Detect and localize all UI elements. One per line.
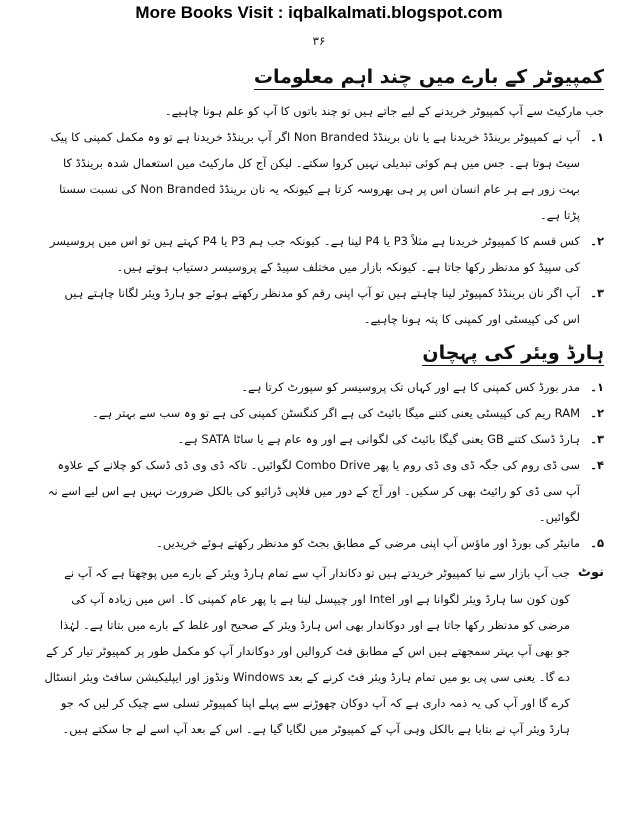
item-text: RAM ریم کی کپیسٹی یعنی کتنے میگا بائیٹ کی ہے اگر کنگسٹن کمپنی کی ہے تو وہ سب سے بہتر ہے۔ bbox=[92, 406, 580, 420]
item-number: ۴۔ bbox=[590, 458, 604, 472]
list-item bbox=[44, 452, 604, 530]
item-text: آپ اگر نان برینڈڈ کمپیوٹر لینا چاہتے ہیں تو آپ اپنی رقم کو مدنظر رکھتے ہوئے جو ہارڈ ویئر لگانا چاہتے ہیں اس کی کپیسٹی اور کمپنی کا پتہ ہونا چاہیے۔ bbox=[64, 286, 580, 326]
item-number: ۵۔ bbox=[590, 536, 604, 550]
note-label: نوٹ bbox=[577, 565, 604, 580]
item-number: ۲۔ bbox=[590, 406, 604, 420]
item-number: ۳۔ bbox=[590, 286, 604, 300]
page-content bbox=[44, 66, 604, 742]
list-item bbox=[44, 280, 604, 332]
item-text: ہارڈ ڈسک کتنے GB یعنی گیگا بائیٹ کی لگوانی ہے اور وہ عام ہے یا ساٹا SATA ہے۔ bbox=[177, 432, 580, 446]
item-text: کس قسم کا کمپیوٹر خریدنا ہے مثلاً P3 یا P4 لینا ہے۔ کیونکہ جب ہم P3 یا P4 کہتے ہیں تو اس میں پروسیسر کی سپیڈ کو مدنظر رکھا جاتا ہے۔ کیونکہ بازار میں مختلف سپیڈ کے پروسیسر دستیاب ہوتے ہیں۔ bbox=[49, 234, 580, 274]
list-item bbox=[44, 374, 604, 400]
list-item bbox=[44, 400, 604, 426]
intro-paragraph: جب مارکیٹ سے آپ کمپیوٹر خریدنے کے لیے جاتے ہیں تو چند باتوں کا آپ کو علم ہونا چاہیے۔ bbox=[164, 104, 604, 118]
item-number: ۱۔ bbox=[590, 130, 604, 144]
page-number: ۳۶ bbox=[312, 34, 326, 48]
item-text: مانیٹر کی بورڈ اور ماؤس آپ اپنی مرضی کے مطابق بجٹ کو مدنظر رکھتے ہوئے خریدیں۔ bbox=[156, 536, 580, 550]
item-number: ۳۔ bbox=[590, 432, 604, 446]
item-number: ۱۔ bbox=[590, 380, 604, 394]
list-item bbox=[44, 228, 604, 280]
item-text: سی ڈی روم کی جگہ ڈی وی ڈی روم یا پھر Combo Drive لگوائیں۔ تاکہ ڈی وی ڈی ڈسک کو چلانے کے علاوہ آپ سی ڈی کو رائیٹ بھی کر سکیں۔ اور آج کے دور میں فلاپی ڈرائیو کی بالکل ضرورت نہیں ہے اس لیے اسے نہ لگوائیں۔ bbox=[47, 458, 580, 524]
note-block bbox=[44, 560, 604, 742]
note-text: جب آپ بازار سے نیا کمپیوٹر خریدتے ہیں تو دکاندار آپ سے تمام ہارڈ ویئر کے بارے میں پوچھتا ہے کہ آپ نے کون کون سا ہارڈ ویئر لگوانا ہے اور Intel اور چیپسل لینا ہے یا پھر عام کمپنی کا۔ اس میں زیادہ آپ کی مرضی کو مدنظر رکھا جاتا ہے اور دوکاندار بھی اس ہارڈ ویئر کے صحیح اور غلط کے بارے میں بتاتا ہے۔ لہٰذا جو بھی آپ بہتر سمجھتے ہیں اس کے مطابق فٹ کروالیں اور دوکاندار آپ کو مکمل طور پر کمپیوٹر تیار کر کے دے گا۔ یعنی سی پی یو میں تمام ہارڈ ویئر فٹ کرنے کے بعد Windows ونڈوز اور ایپلیکیشن سافٹ ویئر انسٹال کرے گا اور آپ کی یہ ذمہ داری ہے کہ آپ دوکان چھوڑنے سے پہلے اپنا کمپیوٹر تسلی سے چیک کر لیں کہ جو ہارڈ ویئر آپ نے بتایا ہے بالکل وہی آپ کے کمپیوٹر میں لگایا گیا ہے۔ اس کے بعد آپ اسے لے جا سکتے ہیں۔ bbox=[44, 566, 570, 736]
item-number: ۲۔ bbox=[590, 234, 604, 248]
list-item bbox=[44, 530, 604, 556]
section-title-hardware: ہارڈ ویئر کی پہچان bbox=[422, 342, 604, 364]
list-item bbox=[44, 426, 604, 452]
site-banner: More Books Visit : iqbalkalmati.blogspot.com bbox=[135, 3, 503, 22]
section-title-computer-info: کمپیوٹر کے بارے میں چند اہم معلومات bbox=[253, 66, 604, 88]
item-text: مدر بورڈ کس کمپنی کا ہے اور کہاں تک پروسیسر کو سپورٹ کرتا ہے۔ bbox=[241, 380, 580, 394]
item-text: آپ نے کمپیوٹر برینڈڈ خریدنا ہے یا نان برینڈڈ Non Branded اگر آپ برینڈڈ خریدنا ہے تو وہ مکمل کمپنی کا پیک سیٹ ہوتا ہے۔ جس میں ہم کوئی تبدیلی نہیں کروا سکتے۔ لیکن آج کل مارکیٹ میں استعمال شدہ برینڈڈ کا بہت زور ہے ہر عام انسان اس پر ہی بھروسہ کرتا ہے کیونکہ یہ نان برینڈڈ Non Branded کی نسبت سستا پڑتا ہے۔ bbox=[50, 130, 580, 222]
list-item bbox=[44, 124, 604, 228]
